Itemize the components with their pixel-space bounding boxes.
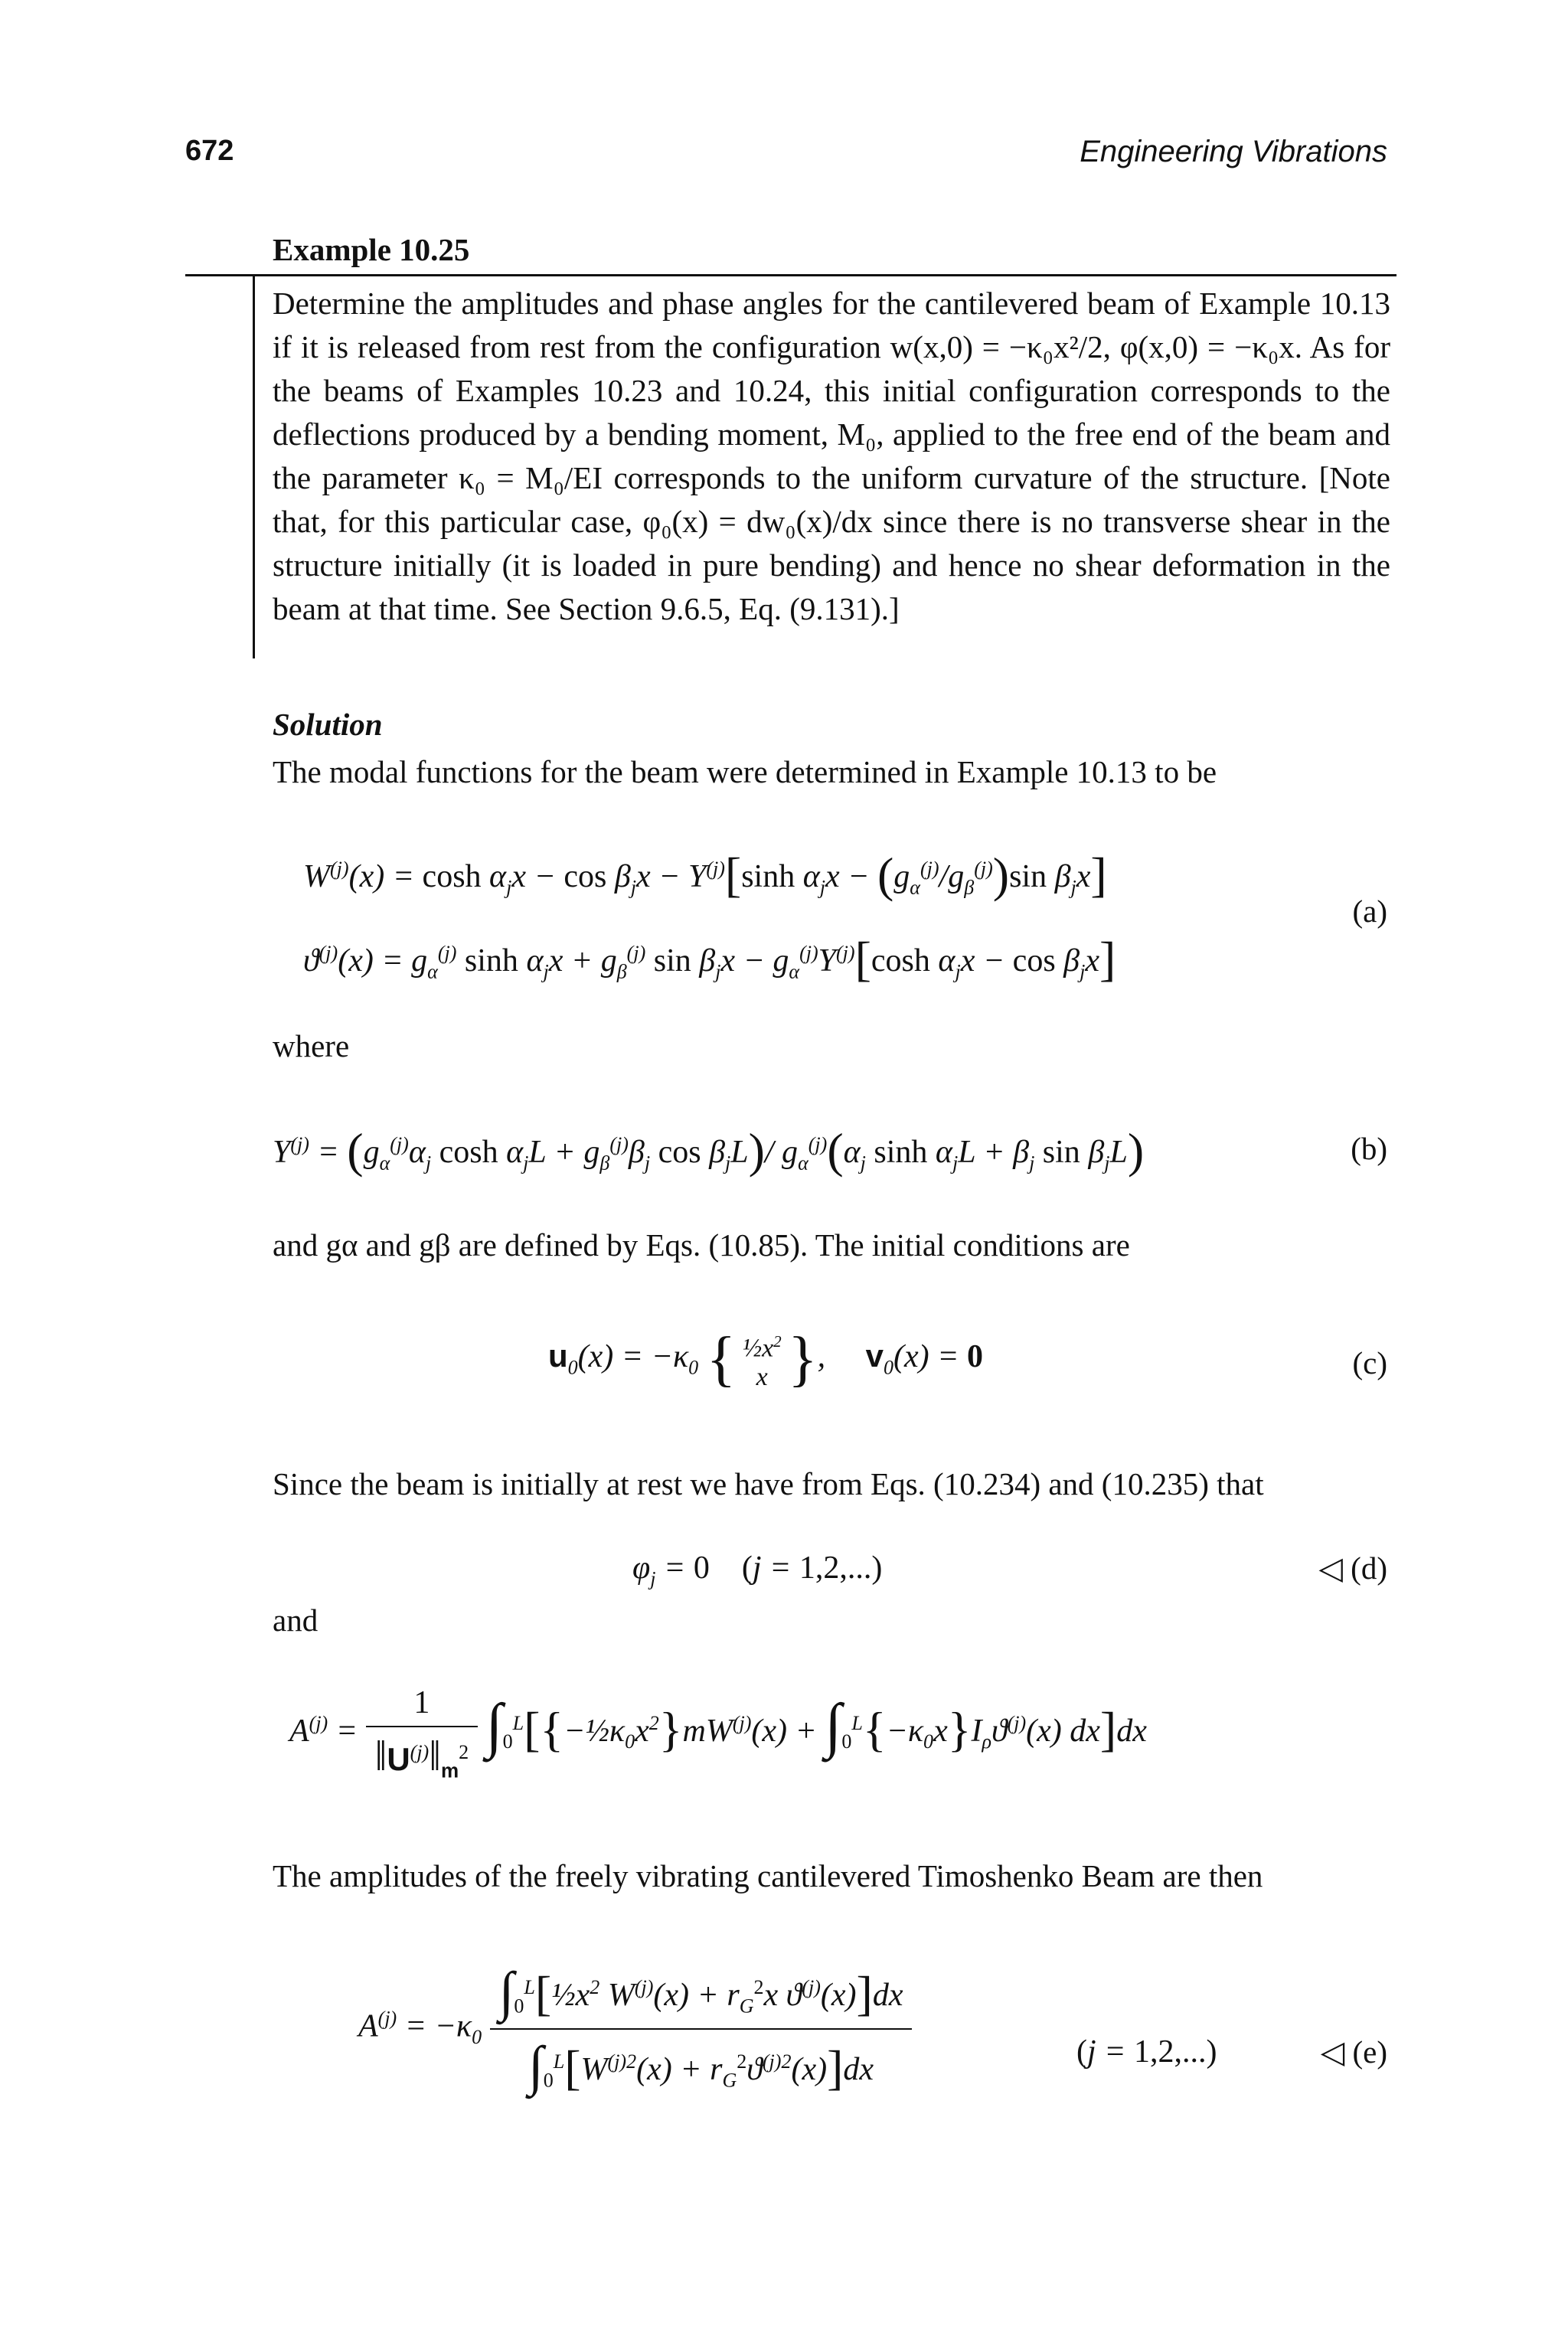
where-text: where [273, 1028, 350, 1063]
rest-text: Since the beam is initially at rest we have from Eqs. (10.234) and (10.235) that [273, 1466, 1264, 1501]
example-rule [185, 274, 1396, 276]
page-number: 672 [185, 135, 234, 167]
example-side-bar [253, 274, 255, 658]
equation-e-range: (j = 1,2,...) [1076, 2034, 1217, 2070]
amplitudes-text: The amplitudes of the freely vibrating cantilevered Timoshenko Beam are then [273, 1858, 1263, 1893]
equation-a-label: (a) [1352, 894, 1387, 929]
and-text: and [273, 1603, 318, 1638]
defined-text: and gα and gβ are defined by Eqs. (10.85). The initial conditions are [273, 1227, 1130, 1263]
equation-c-label: (c) [1352, 1345, 1387, 1380]
equation-b-label: (b) [1351, 1131, 1387, 1166]
running-header: Engineering Vibrations [1080, 135, 1387, 168]
solution-title: Solution [273, 707, 383, 742]
equation-e-label: ◁ (e) [1320, 2034, 1387, 2070]
equation-d-label: ◁ (d) [1318, 1550, 1387, 1586]
equation-b: $Y^{(j)} = (g_\alpha^{(j)}\alpha_j$ $\cosh \alpha_jL + g_\beta^{(j)}\beta_j$ $\cos \beta_jL)/$ $g_\alpha^{(j)}(\alpha_j$ $\sinh \alpha_jL + \beta_j$ $\sin \beta_jL$) [273, 1123, 1145, 1178]
solution-intro: The modal functions for the beam were determined in Example 10.13 to be [273, 754, 1217, 789]
example-title: Example 10.25 [273, 232, 470, 267]
example-paragraph [273, 282, 1390, 631]
equation-e: $A^{(j)} = -\kappa_0$ $\frac{\int_0^L[\frac{1}{2}x^2 W^{(j)}(x) + r_G^2x ϑ^{(j)}(x)]dx}{\int_0^L[W^{(j)2}(x) + r_G^2ϑ^{(j)2}(x)]dx}$ [358, 1960, 912, 2098]
equation-d: $\varphi_j = 0$ (j = 1,2,...) [632, 1550, 883, 1590]
equation-a-line2: $ϑ^{(j)}(x) = g_\alpha^{(j)}$ $\sinh \alpha_jx + g_\beta^{(j)}$ $\sin \beta_jx - g_\alpha^{(j)}Y^{(j)}[\cosh$ $\alpha_jx - \cos \beta_jx$] [303, 932, 1116, 986]
equation-amplitude-definition: $A^{(j)}$ = $\frac{1}{‖U^{(j)}‖_m^2}$ $\int_0^L[\{-\frac{1}{2}\kappa_0x^2\}mW^{(j)}(x) + \int_0^L\{-\kappa_0x\}I_\rho ϑ^{(j)}(x)$ dx]dx [289, 1685, 1147, 1782]
equation-a-line1: $W^{(j)}(x) = \cosh \alpha_jx - \cos \beta_jx - Y^{(j)}[\sinh$ $\alpha_jx - (g_\alpha^{(j)}/g_\beta^{(j)})\sin$ $\beta_jx$] [303, 848, 1107, 902]
example-text: Determine the amplitudes and phase angles for the cantilevered beam of Example 10.13 if it is released from rest from the configuration w(x,0) = −κ₀x²/2, φ(x,0) = −κ₀x. As for the beams of Examples 10.23 and 10.24, this initial configuration corresponds to the deflections produced by a bending moment, M₀, applied to the free end of the beam and the parameter κ₀ = M₀/EI corresponds to the uniform curvature of the structure. [Note that, for this particular case, φ₀(x) = dw₀(x)/dx since there is no transverse shear in the structure initially (it is loaded in pure bending) and hence no shear deformation in the beam at that time. See Section 9.6.5, Eq. (9.131).] [273, 286, 1390, 626]
equation-c: $u_0(x) = -\kappa_0$ { $\frac{1}{2}x^2$ x } , $v_0(x) = 0$ [548, 1325, 983, 1393]
